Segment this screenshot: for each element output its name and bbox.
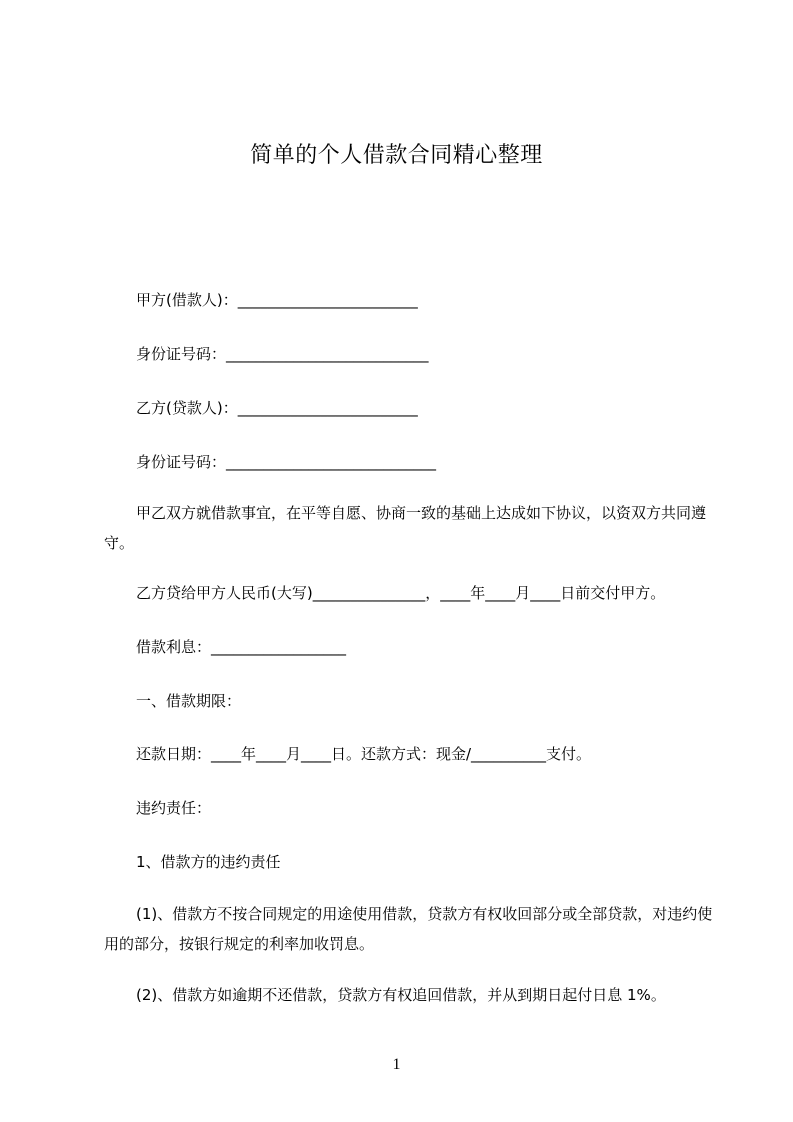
party-a-line: 甲方(借款人)：________________________: [136, 291, 418, 309]
breach-heading: 违约责任：: [136, 799, 212, 817]
id-number-b-line: 身份证号码：____________________________: [136, 453, 437, 471]
id-number-a-line: 身份证号码：___________________________: [136, 345, 429, 363]
borrower-breach-heading: 1、借款方的违约责任: [136, 853, 281, 871]
term-heading: 一、借款期限：: [136, 692, 242, 710]
document-title: 简单的个人借款合同精心整理: [250, 143, 543, 168]
loan-amount-line: 乙方贷给甲方人民币(大写)_______________，____年____月____日前交付甲方。: [136, 584, 666, 602]
repayment-line: 还款日期：____年____月____日。还款方式：现金/__________支付。: [136, 745, 592, 763]
agreement-paragraph: 甲乙双方就借款事宜，在平等自愿、协商一致的基础上达成如下协议，以资双方共同遵守。: [104, 504, 707, 552]
clause-2-line: (2)、借款方如逾期不还借款，贷款方有权追回借款，并从到期日起付日息 1%。: [136, 986, 666, 1004]
clause-1-paragraph: (1)、借款方不按合同规定的用途使用借款，贷款方有权收回部分或全部贷款，对违约使用的部分，按银行规定的利率加收罚息。: [104, 905, 713, 953]
interest-line: 借款利息：__________________: [136, 638, 347, 656]
page-number: 1: [392, 1056, 401, 1073]
party-b-line: 乙方(贷款人)：________________________: [136, 399, 418, 417]
